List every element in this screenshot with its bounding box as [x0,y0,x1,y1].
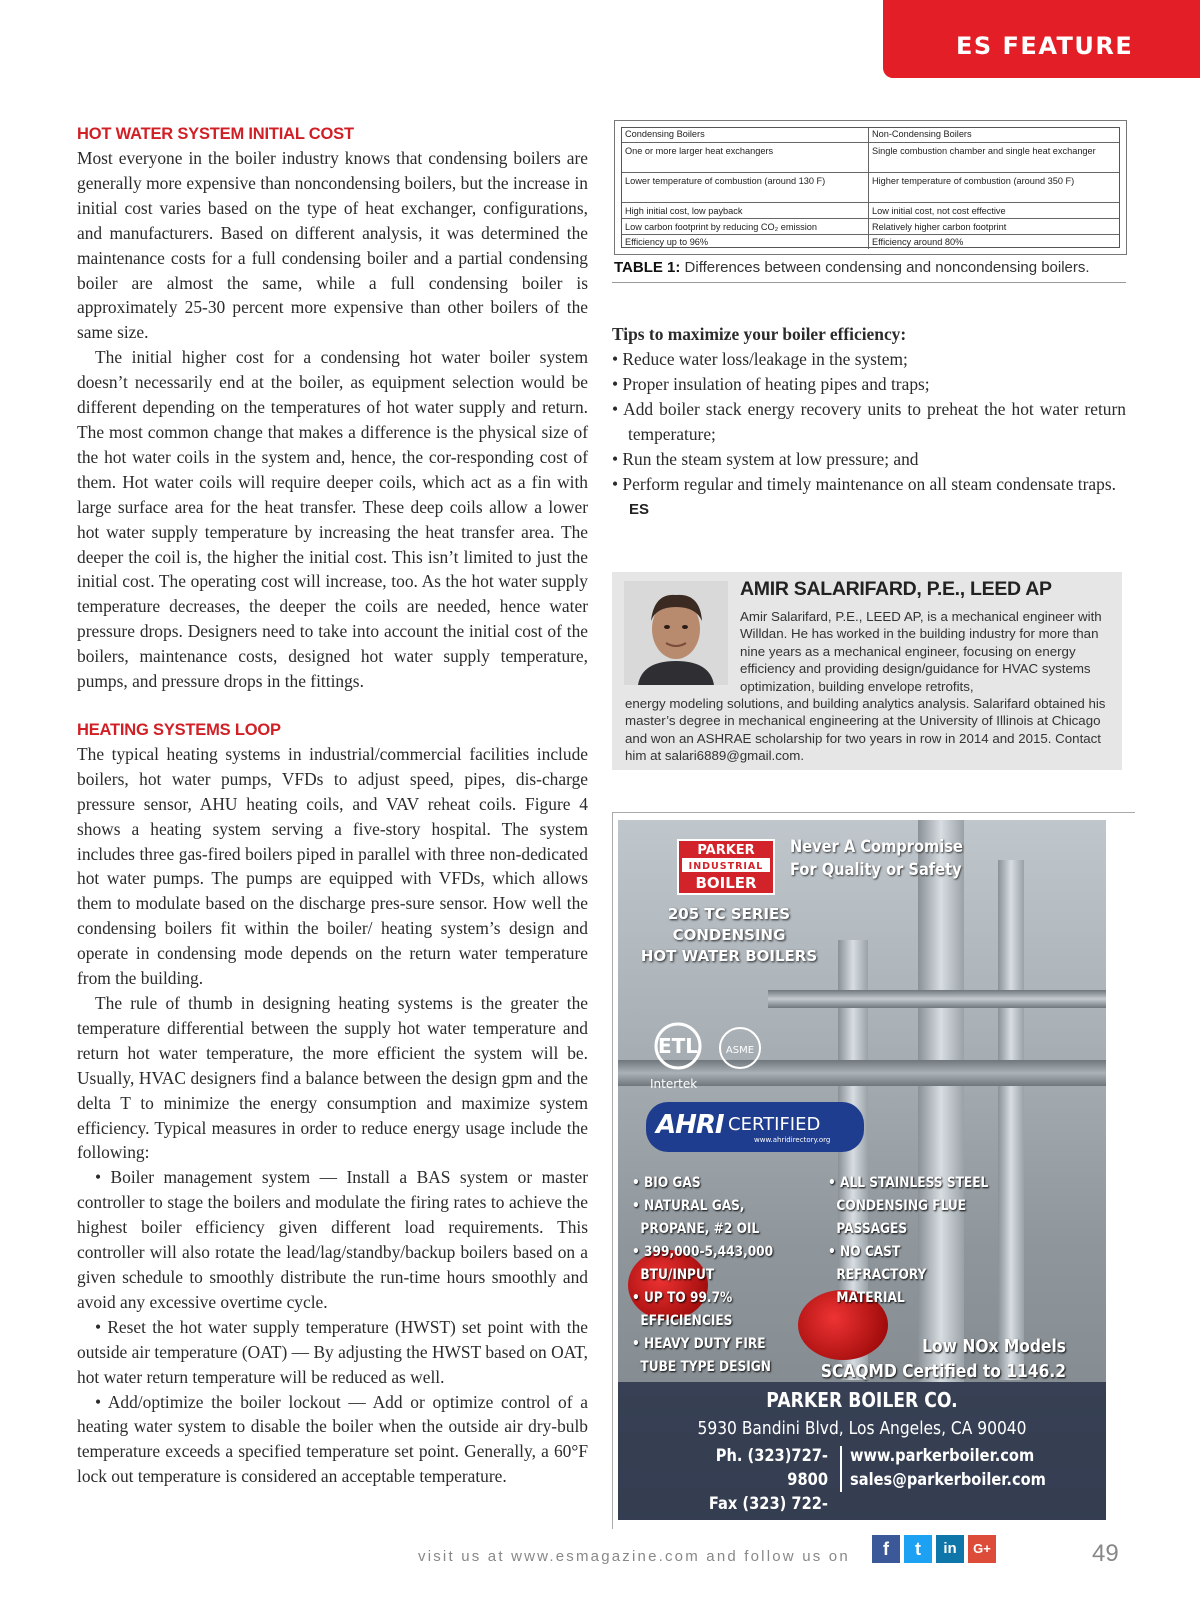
web-email [850,1444,1056,1492]
svg-text:Intertek: Intertek [650,1077,698,1091]
feature-item: CONDENSING FLUE [836,1198,967,1214]
tips-title: Tips to maximize your boiler efficiency: [612,324,907,344]
table-row [622,203,1119,219]
paragraph: The rule of thumb in designing heating systems is the greater the temperature differential between the supply hot water temperature and return hot water temperature, the more efficient the system will be. Usually, HVAC designers find a balance between the design gpm and the delta T to minimize the energy consumption and maximize system efficiency. Typical measures in order to reduce energy usage include the following: [77,993,588,1163]
table-cell: Higher temperature of combustion (around 350 F) [872,176,1075,186]
table-cell: Low initial cost, not cost effective [872,206,1006,216]
series-line: 205 TC SERIES [667,905,791,923]
table-row [622,235,1119,249]
low-nox-callout [821,1334,1066,1384]
bullet-paragraph: • Boiler management system — Install a BAS system or master controller to stage the boilers and modulate the firing rates to achieve the highest boiler efficiency given different load requirements. This controller will also rotate the lead/lag/standby/backup boilers based on a given schedule to smoothly distribute the run-time hours smoothly and avoid any excessive overtime cycle. [77,1167,588,1312]
series-line: CONDENSING [672,926,786,944]
footer-follow-text: visit us at www.esmagazine.com and follow us on [418,1548,850,1565]
table-cell: Single combustion chamber and single heat exchanger [872,146,1096,156]
section-banner [883,0,1200,78]
table-header-row [622,128,1119,143]
parker-logo [676,838,776,896]
svg-text:BOILER: BOILER [695,874,757,892]
section-heading-initial-cost: HOT WATER SYSTEM INITIAL COST [77,125,354,143]
paragraph: The initial higher cost for a condensing hot water boiler system doesn’t necessarily end at the boiler, as equipment selection would be different depending on the temperatures of hot water supply and return. The most common change that makes a difference is the physical size of the hot water coils in the system and, hence, the cor-responding cost of them. Hot water coils will require deeper coils, which act as a fin with large surface area for the heat transfer. These deep coils allow a lower hot water supply temperature by increasing the heat transfer area. The deeper the coil is, the higher the initial cost. This isn’t limited to just the initial cost. The operating cost will increase, too. As the hot water supply temperature decreases, the deeper the coils are needed, hence water pressure drops. Designers need to take into account the initial cost of the boilers, maintenance costs, designed hot water supply temperature, pumps, and pressure drops in the fittings. [77,347,588,692]
feature-item: MATERIAL [836,1290,905,1306]
ad-tagline [790,836,963,882]
feature-item: BTU/INPUT [640,1267,715,1283]
table-row [622,219,1119,235]
tip-item: • Run the steam system at low pressure; and [612,449,919,469]
author-description-continued: energy modeling solutions, and building analytics analysis. Salarifard obtained his master’s degree in mechanical engineering at the University of Illinois at Chicago and won an ASHRAE scholarship for two years in row in 2014 and 2015. Contact him at salari6889@gmail.com. [625,696,1106,764]
twitter-icon[interactable]: t [904,1535,932,1563]
author-bio [612,572,1122,770]
tagline-line: Never A Compromise [790,837,963,857]
svg-text:ETL: ETL [657,1034,699,1058]
table-cell: Lower temperature of combustion (around 130 F) [625,176,826,186]
lownox-line: SCAQMD Certified to 1146.2 [820,1361,1066,1382]
tagline-line: For Quality or Safety [790,860,962,880]
feature-item: REFRACTORY [836,1267,927,1283]
feature-item: • 399,000-5,443,000 [632,1244,774,1260]
table-cell: Efficiency around 80% [872,237,964,247]
table-caption-text: Differences between condensing and noncondensing boilers. [680,259,1090,276]
banner-label: ES FEATURE [956,32,1134,60]
ahri-certified-label: CERTIFIED [728,1114,821,1135]
table-cell: Efficiency up to 96% [625,237,709,247]
tip-item: • Reduce water loss/leakage in the system; [612,349,908,369]
feature-item: • ALL STAINLESS STEEL [828,1175,989,1191]
section-body-initial-cost [77,146,588,694]
feature-item: • NATURAL GAS, [632,1198,745,1214]
phone-fax [690,1444,828,1540]
google-plus-icon[interactable]: G+ [968,1535,996,1563]
feature-item: • UP TO 99.7% [632,1290,733,1306]
table-header-cell: Condensing Boilers [625,129,705,139]
company-address: 5930 Bandini Blvd, Los Angeles, CA 90040 [697,1418,1027,1439]
table-cell: Relatively higher carbon footprint [872,222,1007,232]
parker-boiler-advertisement[interactable] [618,820,1106,1538]
tips-box [612,322,1126,522]
article-left-column [77,122,588,1489]
bullet-paragraph: • Add/optimize the boiler lockout — Add or optimize control of a heating water system to disable the boiler when the outside air dry-bulb temperature exceeds a specified temperature set point. Generally, a 60°F lock out temperature is considered an acceptable temperature. [77,1391,588,1487]
svg-text:INDUSTRIAL: INDUSTRIAL [688,861,764,872]
feature-item: PASSAGES [836,1221,908,1237]
table-caption [614,258,1125,278]
section-heading-heating-loop: HEATING SYSTEMS LOOP [77,720,281,739]
facebook-icon[interactable]: f [872,1535,900,1563]
bullet-paragraph: • Reset the hot water supply temperature (HWST) set point with the outside air temperature (OAT) — By adjusting the HWST based on OAT, hot water return temperature will be reduced as well. [77,1316,588,1387]
contact-divider [840,1446,842,1492]
section-body-heating-loop [77,742,588,1489]
table-caption-label: TABLE 1: [614,259,681,276]
linkedin-icon[interactable]: in [936,1535,964,1563]
comparison-table [614,120,1127,255]
certification-marks [648,1018,768,1098]
tip-item: • Perform regular and timely maintenance on all steam condensate traps. [612,474,1116,494]
feature-item: TUBE TYPE DESIGN [640,1359,771,1375]
feature-item: • NO CAST [828,1244,901,1260]
end-mark: ES [629,501,650,518]
table-cell: High initial cost, low payback [625,206,743,216]
ahri-certified-badge [646,1102,864,1152]
table-grid [621,127,1120,248]
phone-number: Ph. (323)727-9800 [715,1446,828,1490]
email-link[interactable]: sales@parkerboiler.com [850,1470,1046,1490]
website-link[interactable]: www.parkerboiler.com [850,1446,1035,1466]
product-series [634,904,824,967]
feature-item: EFFICIENCIES [640,1313,733,1329]
tip-item: • Add boiler stack energy recovery units to preheat the hot water return temperature; [612,399,1126,444]
table-header-cell: Non-Condensing Boilers [872,129,972,139]
feature-item: PROPANE, #2 OIL [640,1221,760,1237]
ahri-logo: AHRI [656,1110,724,1140]
ahri-url: www.ahridirectory.org [754,1136,831,1144]
fax-number: Fax (323) 722-2848 [708,1494,828,1538]
table-row [622,173,1119,203]
ad-contact-block [618,1382,1106,1538]
series-line: HOT WATER BOILERS [640,947,818,965]
feature-list-left [632,1172,773,1379]
lownox-line: Low NOx Models [922,1336,1066,1357]
caption-divider [612,282,1126,283]
table-cell: Low carbon footprint by reducing CO₂ emission [625,222,818,232]
svg-text:ASME: ASME [725,1045,755,1056]
svg-text:PARKER: PARKER [697,843,755,858]
feature-list-right [828,1172,988,1310]
tip-item: • Proper insulation of heating pipes and traps; [612,374,930,394]
feature-item: • BIO GAS [632,1175,701,1191]
paragraph: Most everyone in the boiler industry knows that condensing boilers are generally more expensive than noncondensing boilers, but the increase in initial cost varies based on the type of heat exchanger, configurations, and manufacturers. Based on different analysis, it was determined the maintenance costs for a full condensing boiler and a partial condensing boiler are almost the same, while a full condensing boiler is approximately 25-30 percent more expensive than other boilers of the same size. [77,148,588,343]
table-cell: One or more larger heat exchangers [625,146,774,156]
paragraph: The typical heating systems in industrial/commercial facilities include boilers, hot water pumps, VFDs to adjust speed, pipes, dis-charge pressure sensor, AHU heating coils, and VAV reheat coils. Figure 4 shows a heating system serving a five-story hospital. The system includes three gas-fired boilers piped in parallel with three non-dedicated hot water pumps. The pumps are equipped with VFDs, which allows them to modulate based on the discharge pres-sure sensor. How well the condensing boilers fit within the boiler/ heating system’s design and operate in condensing mode depends on the return water temperature from the building. [77,743,588,989]
feature-item: • HEAVY DUTY FIRE [632,1336,766,1352]
table-row [622,143,1119,173]
author-name: AMIR SALARIFARD, P.E., LEED AP [740,578,1052,600]
company-name: PARKER BOILER CO. [766,1388,958,1412]
author-photo [624,581,728,685]
page-number: 49 [1092,1540,1119,1567]
author-description: Amir Salarifard, P.E., LEED AP, is a mechanical engineer with Willdan. He has worked in the building industry for more than nine years as a mechanical engineer, focusing on energy efficiency and providing design/guidance for HVAC systems optimization, building envelope retrofits, [740,609,1102,694]
